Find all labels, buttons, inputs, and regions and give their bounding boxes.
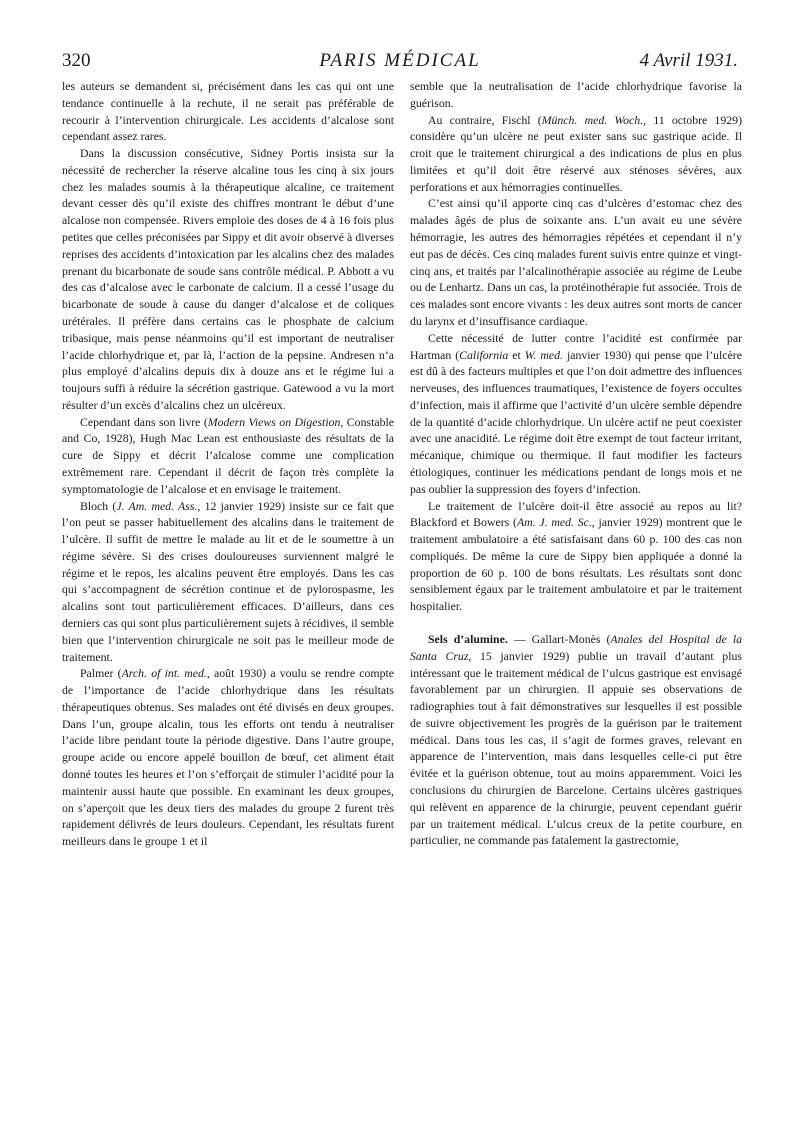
reference-title: J. Am. med. Ass. [116,498,198,513]
text-run: Bloch ( [80,498,117,513]
text-run: , 15 janvier 1929) publie un travail d’autant plus intéressant que le traitement médical de l’ulcus gastrique est envisagé favorablement par un chirurgien. Il appuie ses observations de radiographies tout à fait démonstratives sur lesquelles il est possible de suivre objectivement les progrès de la guérison par le traitement médical. Dans tous les cas, il s’agit de formes graves, relevant en apparence de l’intervention, mais dans lesquelles celle-ci put être évitée et la guérison obtenue, tout au moins apparemment. Voici les conclusions du chirurgien de Barcelone. Certains ulcères gastriques qui relèvent en apparence de la chirurgie, peuvent cependant guérir par un traitement médical. L’ulcus creux de la petite courbure, en particulier, ne commande pas fatalement la gastrectomie, [410,648,742,848]
paragraph [62,414,394,498]
text-run: et [508,347,525,362]
reference-title: Modern Views on Digestion [207,414,341,429]
text-run: Cependant dans son livre ( [80,414,208,429]
paragraph: Dans la discussion consécutive, Sidney Portis insista sur la nécessité de rechercher la réserve alcaline tous les cinq à six jours chez les malades soumis à la thérapeutique alcaline, ce traitement devant cesser dès qu’il existe des chiffres montrant le début d’une alcalose non compensée. Rivers emploie des doses de 4 à 16 fois plus petites que celles préconisées par Sippy et dit avoir observé à diverses reprises des accidents d’intoxication par les alcalins chez des malades prenant du bicarbonate de soude sans contrôle médical. P. Abbott a vu des cas d’alcalose avec le carbonate de calcium. Il a cessé l’usage du bicarbonate de soude à cause du danger d’alcalose et de coliques urétérales. Il préfère dans certains cas le phosphate de calcium tribasique, mais pense néanmoins qu’il est important de neutraliser l’acide chlorhydrique et, par là, l’action de la pepsine. Andresen n’a plus employé d’alcalins depuis dix à douze ans et le régime lui a toujours suffi à réduire la sécrétion gastrique. Gatewood a vu la mort résulter d’un excès d’alcalins chez un ulcéreux. [62,146,394,412]
reference-title: Arch. of int. med. [121,666,207,681]
journal-title: PARIS MÉDICAL [319,50,481,71]
issue-date: 4 Avril 1931. [639,50,738,71]
text-run: — Gallart-Monès ( [507,632,611,646]
text-run: , janvier 1929) montrent que le traitement ambulatoire a été satisfaisant dans 60 p. 100 des cas non compliqués. De même la cure de Sippy bien appliquée a donné la proportion de 60 p. 100 de bons résultats. Les résultats sont donc sensiblement égaux par le traitement ambulatoire et par le traitement hospitalier. [410,515,742,614]
section-heading: Sels d’alumine. [428,632,508,646]
reference-title: California [459,347,509,362]
reference-title: Am. J. med. Sc. [516,515,592,530]
paragraph [62,498,394,666]
text-run: , 12 janvier 1929) insiste sur ce fait que l’on peut se passer habituellement des alcalins dans le traitement de l’ulcère. Il suffit de mettre le malade au lit et de le soumettre à un régime sévère. Si des crises douloureuses surviennent malgré le régime et le repos, les alcalins peuvent être employés. Dans les cas qui s’accompagnent de sécrétion continue et de pylorospasme, les alcalins sont tout particulièrement efficaces. D’ailleurs, dans ces derniers cas qui sont plus particulièrement sujets à récidives, il semble bien que l’intervention chirurgicale ne soit pas le meilleur mode de traitement. [62,498,394,664]
page-header [62,50,738,74]
left-column [62,78,394,850]
paragraph [410,112,742,196]
paragraph: les auteurs se demandent si, précisément dans les cas qui ont une tendance continuelle à la rechute, il ne serait pas préférable de recourir à l’intervention chirurgicale. Les accidents d’alcalose sont cependant assez rares. [62,79,394,144]
text-run: Au contraire, Fischl ( [428,112,542,127]
text-run: , août 1930) a voulu se rendre compte de l’importance de l’acide chlorhydrique dans les résultats thérapeutiques obtenus. Ses malades ont été divisés en deux groupes. Dans l’un, groupe alcalin, tous les efforts ont tendu à neutraliser l’acide libre pendant toute la période digestive. Dans l’autre groupe, groupe acide ou encore appelé bouillon de bœuf, cet aliment était donné toutes les heures et l’on s’efforçait de stimuler l’acidité pour la maintenir aussi haute que possible. En examinant les deux groupes, on s’aperçoit que les deux tiers des malades du groupe 2 furent très rapidement délivrés de leurs douleurs. Cependant, les résultats furent meilleurs dans le groupe 1 et il [62,666,394,849]
paragraph [410,631,742,849]
paragraph: semble que la neutralisation de l’acide chlorhydrique favorise la guérison. [410,79,742,110]
paragraph [62,665,394,850]
reference-title: Münch. med. Woch. [541,112,644,127]
text-run: , 11 octobre 1929) considère qu’un ulcère ne peut exister sans suc gastrique acide. Il croit que le traitement chirurgical a des indications de plus en plus limitées et qu’il doit être réservé aux sténoses sévères, aux perforations et aux hémorragies continuelles. [410,112,742,194]
paragraph [410,498,742,615]
text-run: janvier 1930) qui pense que l’ulcère est dû à des facteurs multiples et que l’on doit admettre des influences nerveuses, des influences traumatiques, l’existence de foyers occultes d’infection, mais il affirme que l’activité d’un ulcère semble dépendre de la quantité d’acide chlorhydrique. Un ulcère actif ne peut coexister avec une anacidité. Le régime doit être exempt de tout facteur irritant, mécanique, chimique ou thermique. Il faut modifier les facteurs étiologiques, continuer les médications pendant de longs mois et ne pas oublier la suppression des foyers d’infection. [410,347,742,496]
reference-title: W. med. [524,347,563,362]
page-number: 320 [62,50,91,71]
text-run: Cette nécessité de lutter contre l’acidité est confirmée par Hartman ( [410,330,742,362]
text-run: Palmer ( [80,666,122,681]
text-run: Le traitement de l’ulcère doit-il être associé au repos au lit? Blackford et Bowers ( [410,498,742,530]
text-run: , Constable and Co, 1928), Hugh Mac Lean est enthousiaste des résultats de la cure de Sippy et décrit l’alcalose comme une complication extrêmement rare. Cependant il décrit de façon très complète la symptomatologie de l’alcalose et en envisage le traitement. [62,414,394,496]
paragraph: C’est ainsi qu’il apporte cinq cas d’ulcères d’estomac chez des malades âgés de plus de soixante ans. L’un avait eu une sévère hémorragie, les autres des hémorragies répétées et cependant il n’y eut pas de décès. Ces cinq malades furent suivis entre quinze et vingt-cinq ans, et traités par l’alcalinothérapie associée au régime de Leube ou de Lenhartz. Dans un cas, la protéinothérapie fut associée. Trois de ces malades sont encore vivants : les deux autres sont morts de cancer du larynx et d’insuffisance cardiaque. [410,196,742,328]
right-column [410,78,742,849]
reference-title: Anales del Hospital de la Santa Cruz [410,632,742,663]
paragraph [410,330,742,498]
